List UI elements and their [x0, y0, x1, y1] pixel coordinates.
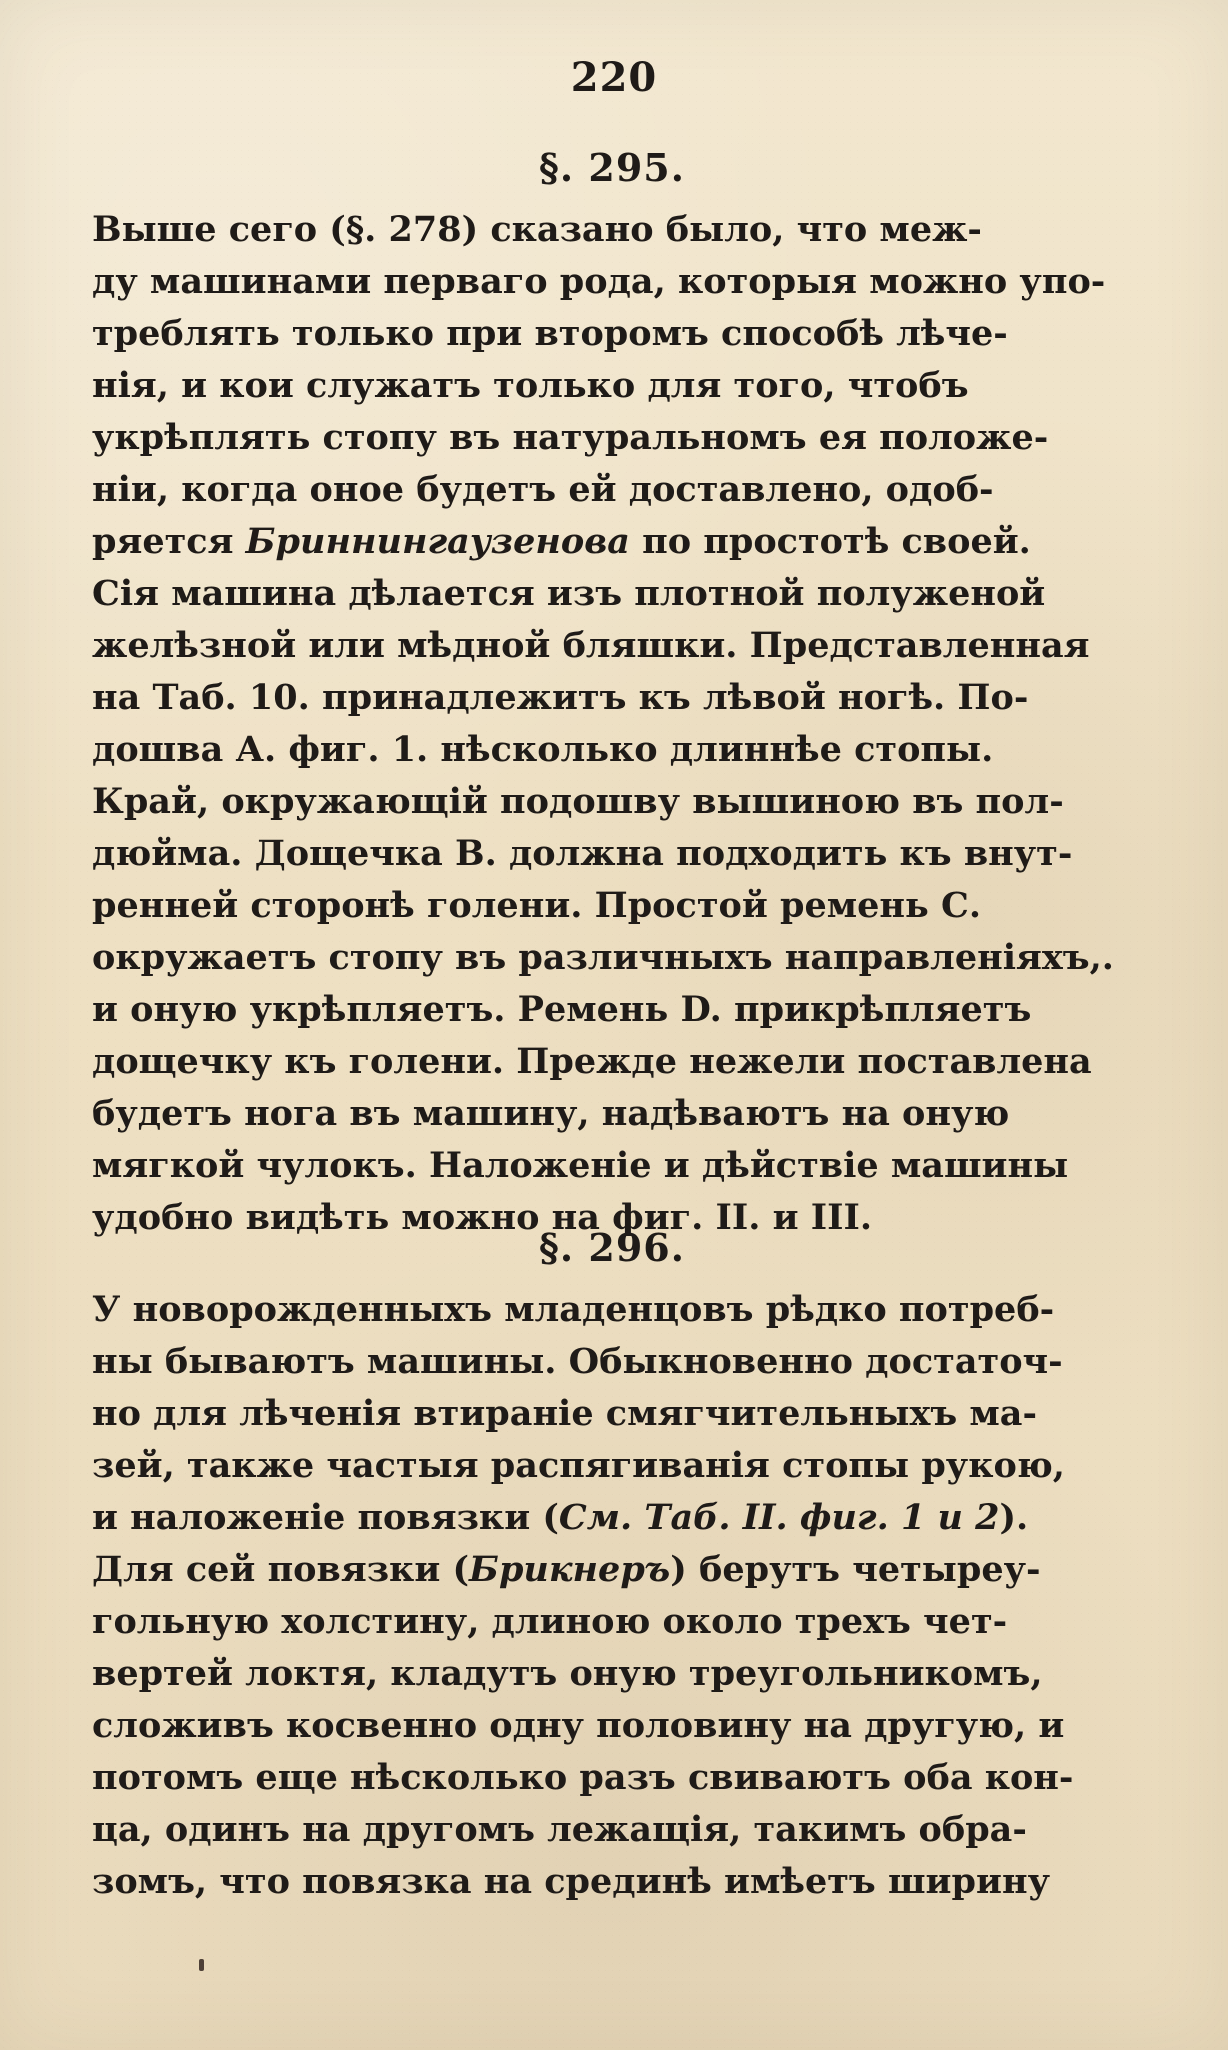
text-line: Край, окружающій подошву вышиною въ пол- — [92, 781, 1064, 822]
text-line: треблять только при второмъ способѣ лѣче- — [92, 313, 1008, 354]
text-line: дощечку къ голени. Прежде нежели поставлена — [92, 1041, 1092, 1082]
text-line: Для сей повязки (Брикнеръ) берутъ четыреу- — [92, 1549, 1041, 1590]
text-line: окружаетъ стопу въ различныхъ направленіяхъ,. — [92, 937, 1114, 978]
text-line: желѣзной или мѣдной бляшки. Представленная — [92, 625, 1090, 666]
text-line: ца, одинъ на другомъ лежащія, такимъ обра- — [92, 1809, 1027, 1850]
text-line: ренней сторонѣ голени. Простой ремень С. — [92, 885, 982, 926]
text-line: гольную холстину, длиною около трехъ чет- — [92, 1601, 1008, 1642]
text-line: удобно видѣть можно на фиг. II. и III. — [92, 1197, 873, 1238]
text-line: дюйма. Дощечка В. должна подходить къ внут- — [92, 833, 1073, 874]
text-line: дошва А. фиг. 1. нѣсколько длиннѣе стопы. — [92, 729, 994, 770]
text-line: и наложеніе повязки (См. Таб. II. фиг. 1 и 2). — [92, 1497, 1029, 1538]
text-line: будетъ нога въ машину, надѣваютъ на оную — [92, 1093, 1010, 1134]
section-text — [92, 204, 1132, 1244]
page-number: 220 — [570, 54, 658, 101]
section-heading: §. 295. — [539, 145, 685, 190]
text-line: сложивъ косвенно одну половину на другую, и — [92, 1705, 1065, 1746]
text-line: на Таб. 10. принадлежитъ къ лѣвой ногѣ. По- — [92, 677, 1029, 718]
text-line: но для лѣченія втираніе смягчительныхъ ма- — [92, 1393, 1037, 1434]
text-line: потомъ еще нѣсколько разъ свиваютъ оба кон- — [92, 1757, 1074, 1798]
text-line: ніи, когда оное будетъ ей доставлено, одоб- — [92, 469, 994, 510]
text-line: ряется Бриннингаузенова по простотѣ своей. — [92, 521, 1031, 562]
text-line: Выше сего (§. 278) сказано было, что меж- — [92, 209, 982, 250]
text-line: Сія машина дѣлается изъ плотной полуженой — [92, 573, 1046, 614]
text-line: ду машинами перваго рода, которыя можно упо- — [92, 261, 1106, 302]
print-speck — [199, 1959, 204, 1971]
section-text — [92, 1284, 1132, 1908]
section-heading: §. 296. — [539, 1225, 685, 1270]
text-line: зомъ, что повязка на срединѣ имѣетъ ширину — [92, 1861, 1050, 1902]
text-line: ны бываютъ машины. Обыкновенно достаточ- — [92, 1341, 1063, 1382]
text-line: вертей локтя, кладутъ оную треугольникомъ, — [92, 1653, 1043, 1694]
text-line: укрѣплять стопу въ натуральномъ ея положе- — [92, 417, 1049, 458]
text-line: У новорожденныхъ младенцовъ рѣдко потреб- — [92, 1289, 1055, 1330]
section-296 — [92, 1225, 1132, 1908]
text-line: нія, и кои служатъ только для того, чтобъ — [92, 365, 969, 406]
text-line: мягкой чулокъ. Наложеніе и дѣйствіе машины — [92, 1145, 1069, 1186]
section-295 — [92, 145, 1132, 1244]
text-line: и оную укрѣпляетъ. Ремень D. прикрѣпляетъ — [92, 989, 1032, 1030]
text-line: зей, также частыя распягиванія стопы рукою, — [92, 1445, 1065, 1486]
